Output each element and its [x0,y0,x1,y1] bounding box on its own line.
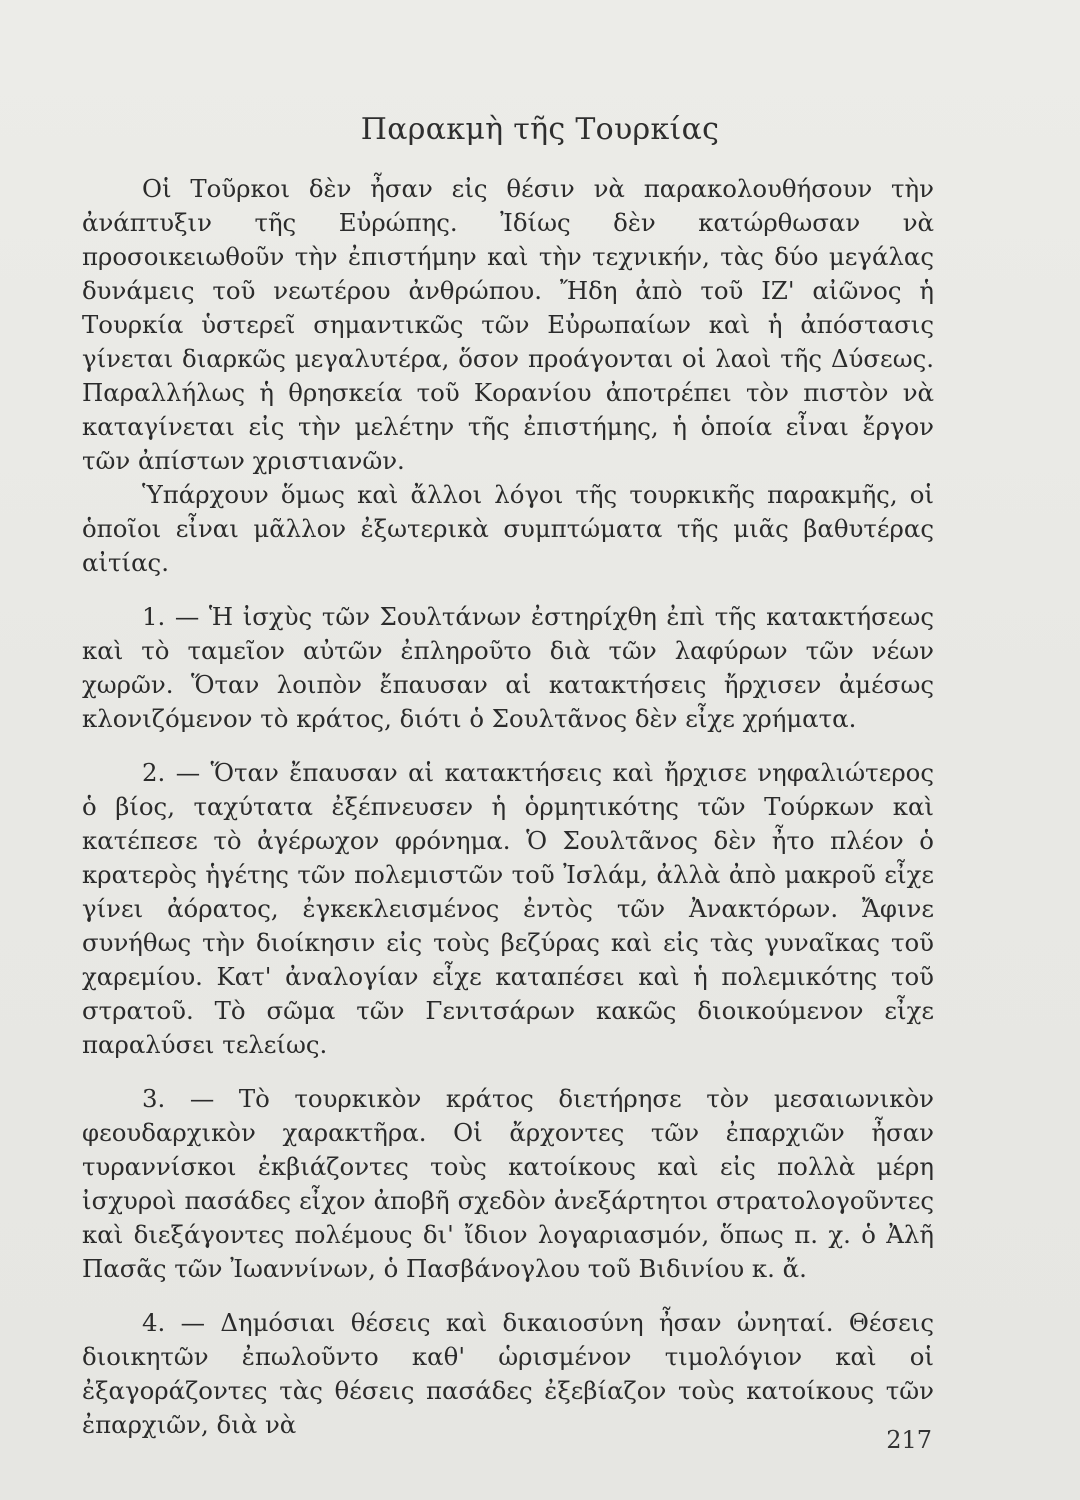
paragraph-other-reasons: Ὑπάρχουν ὅμως καὶ ἄλλοι λόγοι τῆς τουρκικῆς παρακμῆς, οἱ ὁποῖοι εἶναι μᾶλλον ἐξωτερικὰ συμπτώματα τῆς μιᾶς βαθυτέρας αἰτίας. [82,480,934,577]
paragraph-point-2: 2. — Ὅταν ἔπαυσαν αἱ κατακτήσεις καὶ ἤρχισε νηφαλιώτερος ὁ βίος, ταχύτατα ἐξέπνευσεν ἡ ὁρμητικότης τῶν Τούρκων καὶ κατέπεσε τὸ ἀγέρωχον φρόνημα. Ὁ Σουλτᾶνος δὲν ἦτο πλέον ὁ κρατερὸς ἡγέτης τῶν πολεμιστῶν τοῦ Ἰσλάμ, ἀλλὰ ἀπὸ μακροῦ εἶχε γίνει ἀόρατος, ἐγκεκλεισμένος ἐντὸς τῶν Ἀνακτόρων. Ἄφινε συνήθως τὴν διοίκησιν εἰς τοὺς βεζύρας καὶ εἰς τὰς γυναῖκας τοῦ χαρεμίου. Κατ' ἀναλογίαν εἶχε καταπέσει καὶ ἡ πολεμικότης τοῦ στρατοῦ. Τὸ σῶμα τῶν Γενιτσάρων κακῶς διοικούμενον εἶχε παραλύσει τελείως. [82,758,934,1059]
paragraph-point-1: 1. — Ἡ ἰσχὺς τῶν Σουλτάνων ἐστηρίχθη ἐπὶ τῆς κατακτήσεως καὶ τὸ ταμεῖον αὐτῶν ἐπληροῦτο διὰ τῶν λαφύρων τῶν νέων χωρῶν. Ὅταν λοιπὸν ἔπαυσαν αἱ κατακτήσεις ἤρχισεν ἀμέσως κλονιζόμενον τὸ κράτος, διότι ὁ Σουλτᾶνος δὲν εἶχε χρήματα. [82,602,934,733]
paragraph-intro: Οἱ Τοῦρκοι δὲν ἦσαν εἰς θέσιν νὰ παρακολουθήσουν τὴν ἀνάπτυξιν τῆς Εὐρώπης. Ἰδίως δὲν κατώρθωσαν νὰ προσοικειωθοῦν τὴν ἐπιστήμην καὶ τὴν τεχνικήν, τὰς δύο μεγάλας δυνάμεις τοῦ νεωτέρου ἀνθρώπου. Ἤδη ἀπὸ τοῦ ΙΖ' αἰῶνος ἡ Τουρκία ὑστερεῖ σημαντικῶς τῶν Εὐρωπαίων καὶ ἡ ἀπόστασις γίνεται διαρκῶς μεγαλυτέρα, ὅσον προάγονται οἱ λαοὶ τῆς Δύσεως. Παραλλήλως ἡ θρησκεία τοῦ Κορανίου ἀποτρέπει τὸν πιστὸν νὰ καταγίνεται εἰς τὴν μελέτην τῆς ἐπιστήμης, ἡ ὁποία εἶναι ἔργον τῶν ἀπίστων χριστιανῶν. [82,174,934,475]
chapter-title: Παρακμὴ τῆς Τουρκίας [360,112,720,147]
page-number: 217 [886,1426,932,1454]
body-text [82,172,934,1442]
paragraph-point-3: 3. — Τὸ τουρκικὸν κράτος διετήρησε τὸν μεσαιωνικὸν φεουδαρχικὸν χαρακτῆρα. Οἱ ἄρχοντες τῶν ἐπαρχιῶν ἦσαν τυραννίσκοι ἐκβιάζοντες τοὺς κατοίκους καὶ εἰς πολλὰ μέρη ἰσχυροὶ πασάδες εἶχον ἀποβῆ σχεδὸν ἀνεξάρτητοι στρατολογοῦντες καὶ διεξάγοντες πολέμους δι' ἴδιον λογαριασμόν, ὅπως π. χ. ὁ Ἀλῆ Πασᾶς τῶν Ἰωαννίνων, ὁ Πασβάνογλου τοῦ Βιδινίου κ. ἄ. [82,1084,934,1283]
paragraph-point-4: 4. — Δημόσιαι θέσεις καὶ δικαιοσύνη ἦσαν ὠνηταί. Θέσεις διοικητῶν ἐπωλοῦντο καθ' ὡρισμένον τιμολόγιον καὶ οἱ ἐξαγοράζοντες τὰς θέσεις πασάδες ἐξεβίαζον τοὺς κατοίκους τῶν ἐπαρχιῶν, διὰ νὰ [82,1308,934,1439]
